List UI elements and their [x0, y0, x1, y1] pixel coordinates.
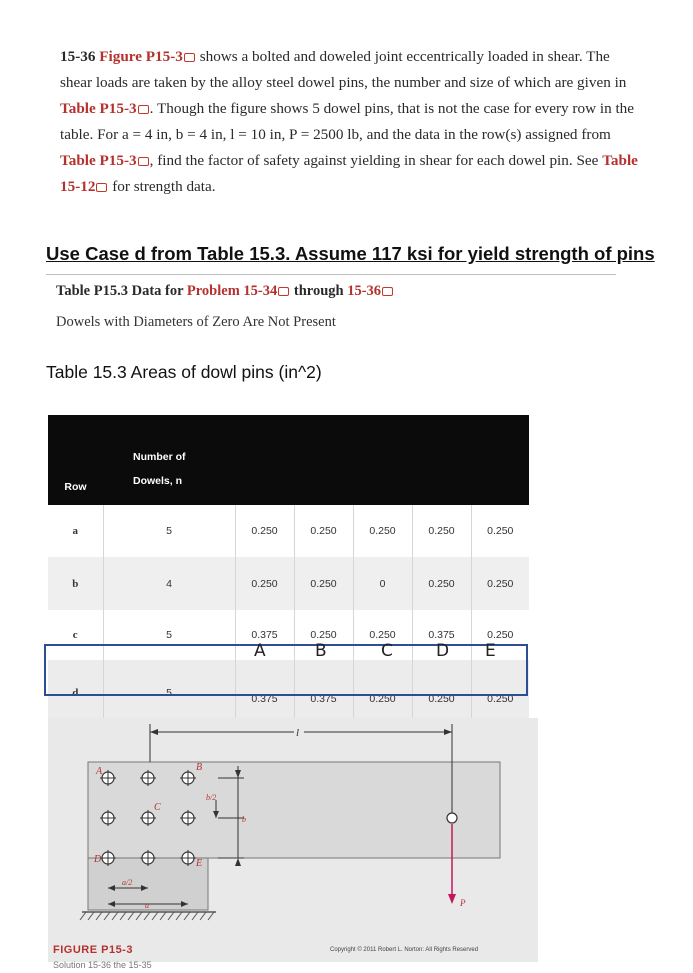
- external-link-icon[interactable]: [138, 105, 149, 114]
- area-cell: 0.250: [471, 610, 529, 660]
- assignment-instruction: Use Case d from Table 15.3. Assume 117 ksi for yield strength of pins: [46, 243, 655, 264]
- table-link[interactable]: Table P15-3: [60, 99, 137, 117]
- dim-label-b2: b/2: [206, 793, 217, 802]
- area-cell: 0.250: [471, 557, 529, 610]
- header-number-of-dowels: [103, 415, 235, 505]
- external-link-icon[interactable]: [184, 53, 195, 62]
- pin-label-d: D: [94, 854, 102, 865]
- problem-link-2[interactable]: 15-36: [347, 283, 382, 299]
- dim-label-b: b: [242, 815, 246, 824]
- row-label: d: [48, 660, 103, 725]
- ground-hatch: [80, 912, 214, 920]
- table-caption: [56, 283, 394, 300]
- area-cell: 0.375: [412, 610, 471, 660]
- header-blank: [471, 415, 529, 505]
- figure-link[interactable]: Figure P15-3: [99, 48, 183, 65]
- header-blank: [412, 415, 471, 505]
- table-note: Dowels with Diameters of Zero Are Not Present: [56, 314, 336, 330]
- problem-link-1[interactable]: Problem 15-34: [186, 283, 278, 299]
- dim-label-a: a: [145, 901, 149, 910]
- header-n-line2: Dowels, n: [133, 475, 183, 487]
- table-header-row: [48, 415, 529, 505]
- area-cell: 0.250: [412, 505, 471, 557]
- joint-diagram: [48, 718, 538, 962]
- handwritten-label-b: B: [315, 641, 327, 661]
- load-point: [447, 813, 457, 823]
- problem-text-2: . Though the figure shows 5 dowel pins, that is not the case for every row in the table. For: [60, 99, 635, 143]
- pin-label-a: A: [96, 766, 103, 777]
- problem-text-4: , find the factor of safety against yielding in shear for each dowel pin. See: [149, 151, 599, 169]
- area-cell: 0.250: [353, 505, 412, 557]
- area-cell: 0.250: [294, 557, 353, 610]
- external-link-icon[interactable]: [382, 287, 393, 296]
- area-cell: 0.250: [235, 557, 294, 610]
- problem-statement: [60, 44, 640, 199]
- external-link-icon[interactable]: [96, 183, 107, 192]
- problem-text-3: and the data in the row(s) assigned from: [366, 125, 611, 143]
- table-row: [48, 505, 529, 557]
- area-cell: 0.250: [412, 660, 471, 725]
- dowel-count: 5: [103, 610, 235, 660]
- area-cell: 0: [353, 557, 412, 610]
- area-cell: 0.250: [471, 660, 529, 725]
- area-cell: 0.375: [235, 610, 294, 660]
- table-row: [48, 557, 529, 610]
- header-blank: [235, 415, 294, 505]
- problem-paragraph: [60, 44, 640, 199]
- external-link-icon[interactable]: [138, 157, 149, 166]
- row-label: b: [48, 557, 103, 610]
- external-link-icon[interactable]: [278, 287, 289, 296]
- dowel-count: 4: [103, 557, 235, 610]
- strength-table-link[interactable]: Table 15-12: [60, 151, 638, 195]
- row-label: c: [48, 610, 103, 660]
- dim-label-l: l: [296, 727, 300, 739]
- dowel-count: 5: [103, 660, 235, 725]
- problem-number: 15-36: [60, 48, 96, 65]
- problem-params: a = 4 in, b = 4 in, l = 10 in, P = 2500 lb,: [122, 125, 363, 143]
- handwritten-label-e: E: [485, 641, 496, 661]
- area-cell: 0.250: [294, 505, 353, 557]
- row-label: a: [48, 505, 103, 557]
- area-cell: 0.250: [353, 610, 412, 660]
- selected-row-highlight: [44, 644, 528, 696]
- area-cell: 0.250: [235, 505, 294, 557]
- divider: [46, 274, 616, 275]
- table-link-2[interactable]: Table P15-3: [60, 151, 137, 169]
- pin-label-c: C: [154, 802, 161, 813]
- handwritten-label-a: A: [254, 641, 266, 661]
- handwritten-label-c: C: [381, 641, 393, 661]
- pin-label-b: B: [196, 762, 203, 773]
- header-row: Row: [48, 415, 103, 505]
- problem-text-5: for strength data.: [112, 177, 216, 195]
- header-blank: [353, 415, 412, 505]
- pin-label-e: E: [196, 858, 203, 869]
- area-cell: 0.250: [353, 660, 412, 725]
- area-cell: 0.250: [412, 557, 471, 610]
- areas-table-title: Table 15.3 Areas of dowl pins (in^2): [46, 362, 322, 382]
- cutoff-text: Solution 15-36 the 15-35: [53, 960, 152, 970]
- header-blank: [294, 415, 353, 505]
- table-caption-middle: through: [293, 283, 344, 299]
- area-cell: 0.375: [294, 660, 353, 725]
- figure-copyright: Copyright © 2011 Robert L. Norton: All Rights Reserved: [330, 947, 479, 953]
- table-caption-prefix: Table P15.3 Data for: [56, 283, 184, 299]
- area-cell: 0.250: [471, 505, 529, 557]
- problem-text-1: shows a bolted and doweled joint eccentrically loaded in shear. The shear loads are taken by the alloy steel dowel pins, the number and size of which are given in: [60, 48, 627, 91]
- header-n-line1: Number of: [133, 451, 186, 463]
- figure-caption: FIGURE P15-3: [53, 944, 133, 956]
- dowel-count: 5: [103, 505, 235, 557]
- load-label-p: P: [460, 898, 466, 908]
- figure-p15-3: [48, 718, 538, 962]
- handwritten-label-d: D: [436, 641, 450, 661]
- dim-label-a2: a/2: [122, 878, 133, 887]
- area-cell: 0.250: [294, 610, 353, 660]
- area-cell: 0.375: [235, 660, 294, 725]
